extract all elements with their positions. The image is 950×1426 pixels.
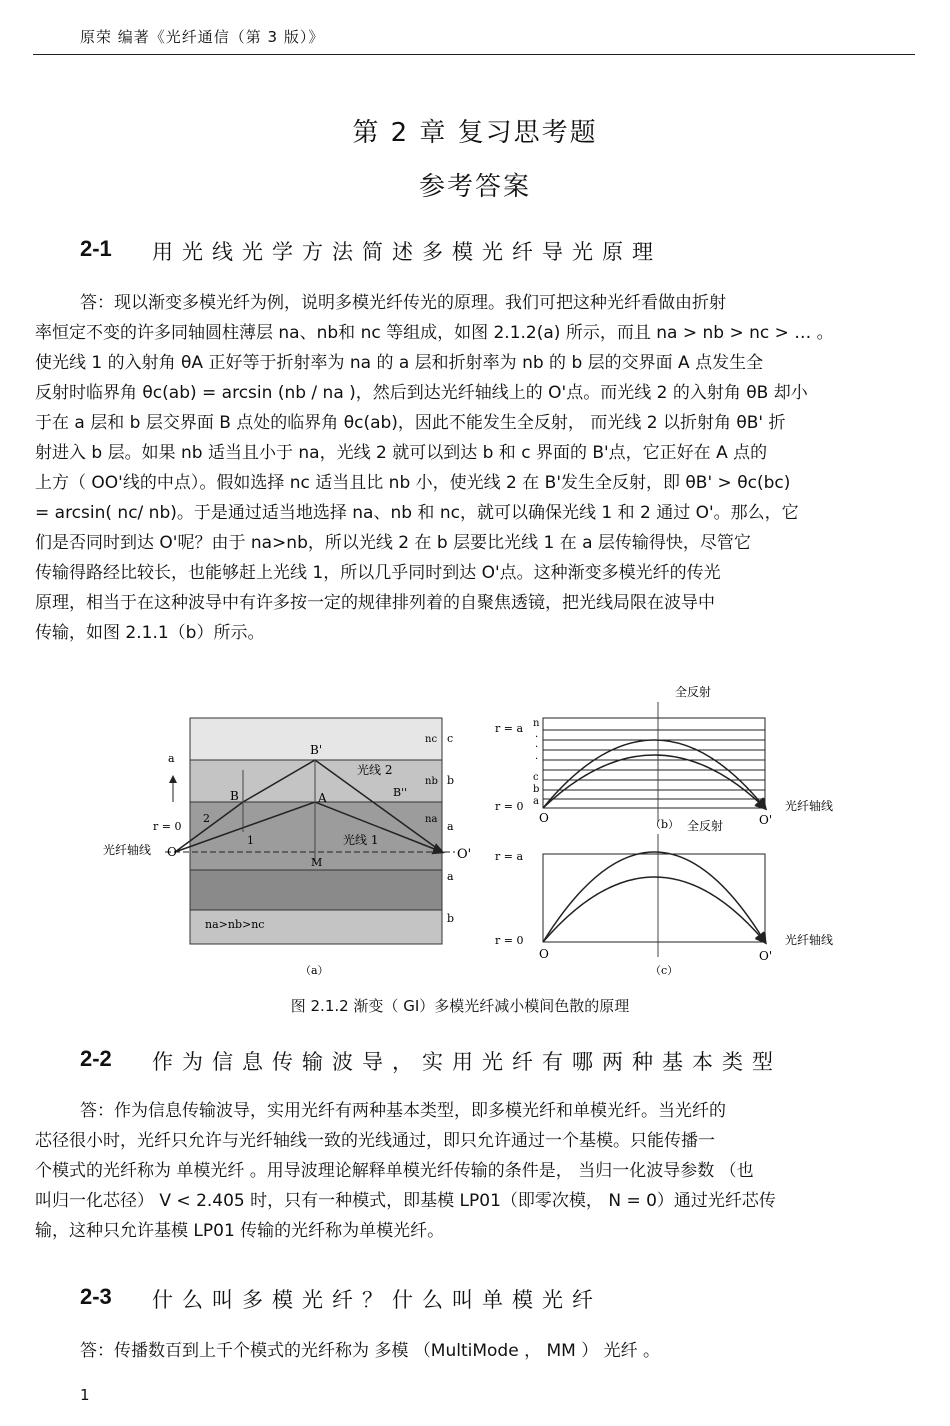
- label-total-reflection: 全反射: [687, 819, 724, 833]
- section-title: 作为信息传输波导，实用光纤有哪两种基本类型: [152, 1050, 782, 1074]
- para-line: 反射时临界角 θc(ab) = arcsin (nb / na )，然后到达光纤轴线上的 O'点。而光线 2 的入射角 θB 却小: [35, 383, 808, 403]
- n-label: nc: [425, 734, 438, 745]
- label-panel-a: （a）: [300, 964, 329, 977]
- layer-label: c: [533, 772, 539, 783]
- para-line: 答：传播数百到上千个模式的光纤称为 多模 （MultiMode ， MM ） 光纤 。: [80, 1341, 661, 1361]
- label-panel-b: （b）: [650, 818, 680, 831]
- layer-label: ·: [535, 754, 539, 765]
- layer-label: c: [447, 732, 454, 745]
- section-2-3-body: [35, 1336, 660, 1366]
- label-relation: na>nb>nc: [205, 918, 265, 931]
- figure-2-1-2: [95, 682, 855, 980]
- layer-label: b: [447, 774, 455, 787]
- label-Bpp: B'': [393, 786, 408, 799]
- label-Oprime: O': [759, 949, 773, 963]
- para-line: 个模式的光纤称为 单模光纤 。用导波理论解释单模光纤传输的条件是， 当归一化波导参数 （也: [35, 1161, 754, 1181]
- header-rule: [33, 54, 915, 55]
- n-label: na: [425, 814, 438, 825]
- section-title: 什么叫多模光纤？什么叫单模光纤: [152, 1288, 602, 1312]
- figure-caption: 图 2.1.2 渐变（ GI）多模光纤减小模间色散的原理: [290, 997, 630, 1015]
- section-2-1-heading: [80, 236, 662, 264]
- panel-b: [495, 684, 833, 831]
- label-two: 2: [203, 812, 210, 825]
- section-title: 用光线光学方法简述多模光纤导光原理: [152, 240, 662, 264]
- layer-label: ·: [535, 732, 539, 743]
- para-line: 上方（ OO'线的中点）。假如选择 nc 适当且比 nb 小，使光线 2 在 B'发生全反射，即 θB' > θc(bc): [35, 473, 791, 493]
- label-O: O: [539, 811, 549, 825]
- label-a: a: [168, 752, 175, 765]
- panel-a: [103, 718, 471, 977]
- para-line: 芯径很小时，光纤只允许与光纤轴线一致的光线通过，即只允许通过一个基模。只能传播一: [35, 1131, 715, 1151]
- para-line: 率恒定不变的许多同轴圆柱薄层 na、nb和 nc 等组成，如图 2.1.2(a) 所示，而且 na > nb > nc > … 。: [35, 323, 834, 343]
- section-2-2-body: [35, 1096, 776, 1246]
- para-line: = arcsin( nc/ nb)。于是通过适当地选择 na、nb 和 nc，就可以确保光线 1 和 2 通过 O'。那么，它: [35, 503, 799, 523]
- section-2-2-heading: [80, 1046, 782, 1074]
- layer-label: a: [447, 870, 454, 883]
- label-axis: 光纤轴线: [103, 843, 152, 857]
- para-line: 射进入 b 层。如果 nb 适当且小于 na，光线 2 就可以到达 b 和 c 界面的 B'点，它正好在 A 点的: [35, 443, 768, 463]
- para-line: 叫归一化芯径） V < 2.405 时，只有一种模式，即基模 LP01（即零次模， N = 0）通过光纤芯传: [35, 1191, 776, 1211]
- label-axis: 光纤轴线: [785, 933, 834, 947]
- chapter-title: 第 2 章 复习思考题: [352, 118, 598, 148]
- label-total-reflection: 全反射: [675, 685, 712, 699]
- label-ra: r = a: [495, 722, 524, 735]
- label-O: O: [539, 947, 549, 961]
- para-line: 使光线 1 的入射角 θA 正好等于折射率为 na 的 a 层和折射率为 nb 的 b 层的交界面 A 点发生全: [35, 353, 764, 373]
- label-ra: r = a: [495, 850, 524, 863]
- para-line: 答：现以渐变多模光纤为例，说明多模光纤传光的原理。我们可把这种光纤看做由折射: [80, 293, 726, 313]
- panel-c: [495, 818, 833, 977]
- label-ray2: 光线 2: [357, 763, 393, 777]
- label-ray1: 光线 1: [343, 833, 379, 847]
- label-r0: r = 0: [495, 934, 524, 947]
- label-B: B: [230, 789, 239, 803]
- section-number: 2-1: [80, 236, 112, 261]
- label-A: A: [318, 791, 327, 805]
- label-r0: r = 0: [153, 820, 182, 833]
- para-line: 输，这种只允许基模 LP01 传输的光纤称为单模光纤。: [35, 1221, 445, 1241]
- para-line: 答：作为信息传输波导，实用光纤有两种基本类型，即多模光纤和单模光纤。当光纤的: [80, 1101, 726, 1121]
- label-O: O: [167, 845, 177, 859]
- label-M: M: [311, 856, 323, 869]
- layer-label: b: [447, 912, 455, 925]
- label-Oprime: O': [759, 813, 773, 827]
- label-Bp: B': [310, 743, 323, 757]
- section-number: 2-2: [80, 1046, 112, 1071]
- para-line: 传输得路经比较长，也能够赶上光线 1，所以几乎同时到达 O'点。这种渐变多模光纤的传光: [35, 563, 721, 583]
- label-Oprime: O': [457, 847, 472, 862]
- para-line: 于在 a 层和 b 层交界面 B 点处的临界角 θc(ab)，因此不能发生全反射， 而光线 2 以折射角 θB' 折: [35, 413, 786, 433]
- layer-label: a: [533, 796, 539, 807]
- answer-title: 参考答案: [418, 172, 531, 202]
- n-label: nb: [425, 776, 438, 787]
- page-number: 1: [80, 1386, 90, 1404]
- section-number: 2-3: [80, 1284, 112, 1309]
- label-r0: r = 0: [495, 800, 524, 813]
- label-axis: 光纤轴线: [785, 799, 834, 813]
- section-2-1-body: [35, 288, 834, 648]
- label-one: 1: [247, 834, 254, 847]
- para-line: 传输，如图 2.1.1（b）所示。: [35, 623, 265, 643]
- layer-label: a: [447, 820, 454, 833]
- para-line: 们是否同时到达 O'呢？由于 na>nb，所以光线 2 在 b 层要比光线 1 在 a 层传输得快，尽管它: [35, 533, 751, 553]
- layer-label: b: [533, 784, 540, 795]
- para-line: 原理，相当于在这种波导中有许多按一定的规律排列着的自聚焦透镜，把光线局限在波导中: [35, 593, 715, 613]
- layer-label: n: [533, 718, 540, 729]
- layer-label: ·: [535, 742, 539, 753]
- label-panel-c: （c）: [650, 964, 679, 977]
- section-2-3-heading: [80, 1284, 602, 1312]
- page-header: 原荣 编著《光纤通信（第 3 版）》: [80, 28, 325, 46]
